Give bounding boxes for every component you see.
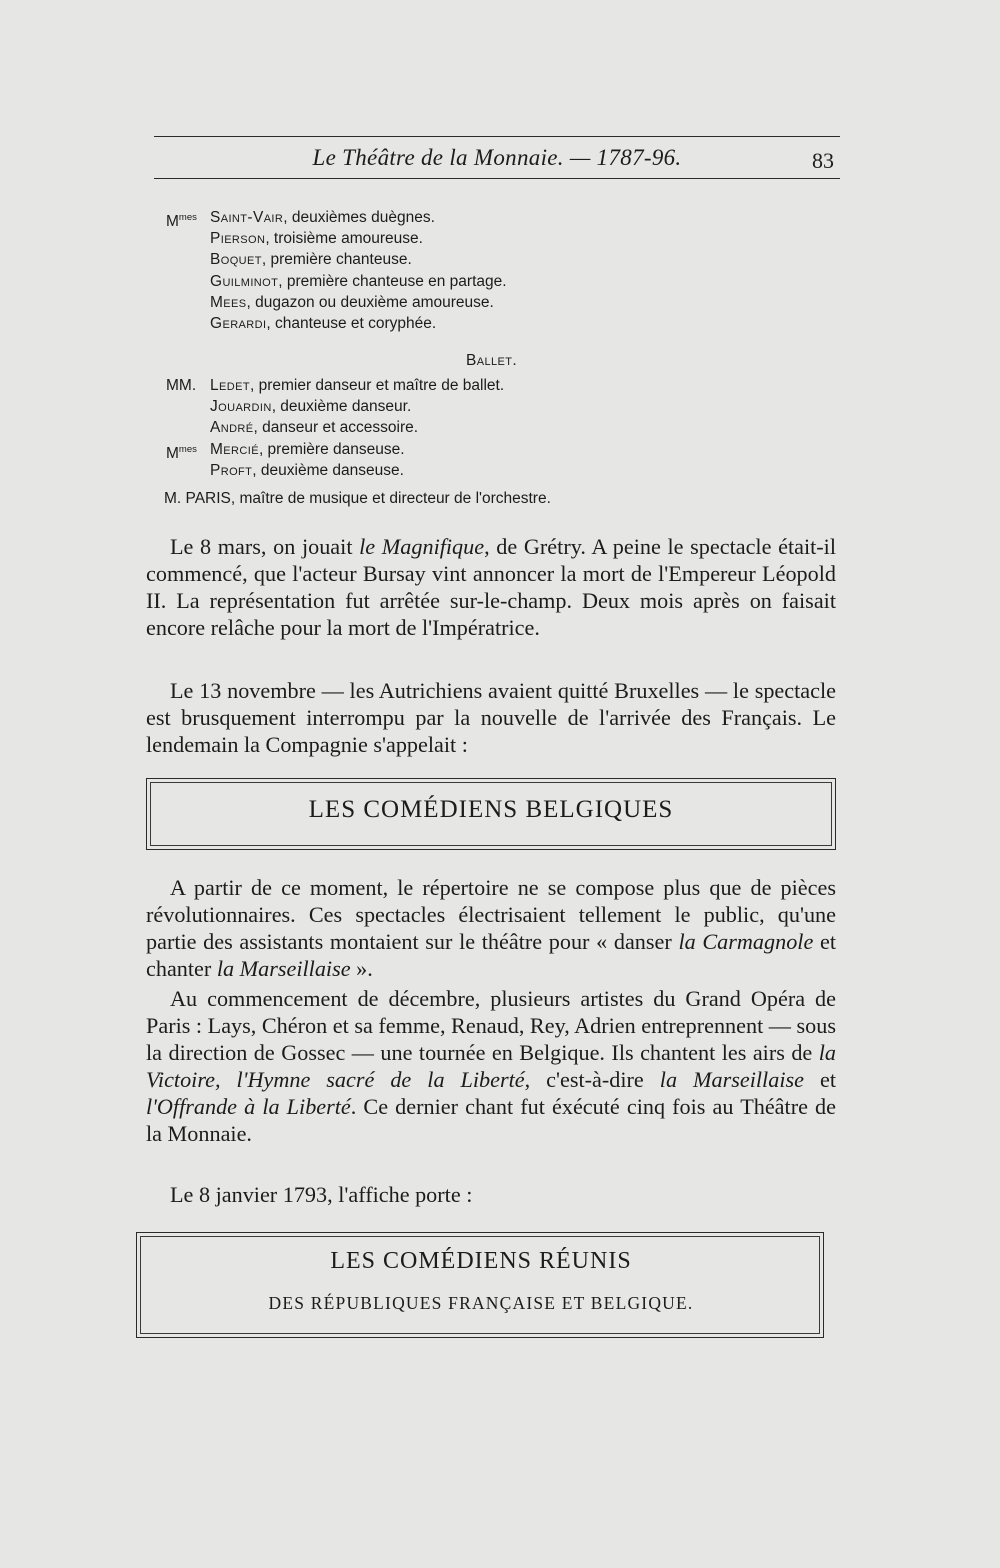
cast-group-dancers: [210, 439, 405, 481]
paragraph-repertoire: A partir de ce moment, le répertoire ne se compose plus que de pièces révolutionnaires. Ces spectacles électrisaient tellement le public, qu'une partie des assistants montaient sur le théâtre pour « danser la Carmagnole et chanter la Marseillaise ».: [146, 875, 837, 981]
cast-line: Guilminot, première chanteuse en partage.: [210, 272, 507, 290]
cast-line: Gerardi, chanteuse et coryphée.: [210, 315, 437, 333]
cast-line: Saint-Vair, deuxièmes duègnes.: [210, 209, 435, 226]
notice-box-belgiques-text: LES COMÉDIENS BELGIQUES: [308, 796, 674, 823]
mmes-prefix-1: $M^{mes}$: [166, 212, 197, 230]
page-number: 83: [812, 148, 834, 173]
paragraph-janvier: Le 8 janvier 1793, l'affiche porte :: [170, 1182, 473, 1207]
paragraph-decembre: Au commencement de décembre, plusieurs artistes du Grand Opéra de Paris : Lays, Chéron et sa femme, Renaud, Rey, Adrien entreprennent — sous la direction de Gossec — une tournée en Belgique. Ils chantent les airs de la Victoire, l'Hymne sacré de la Liberté, c'est-à-dire la Marseillaise et l'Offrande à la Liberté. Ce dernier chant fut éxécuté cinq fois au Théâtre de la Monnaie.: [146, 986, 836, 1146]
mm-prefix: MM.: [166, 377, 197, 394]
header-rule-top: [154, 136, 840, 137]
cast-group-men: [210, 375, 504, 439]
paragraph-leopold: Le 8 mars, on jouait le Magnifique, de Grétry. A peine le spectacle était-il commencé, que l'acteur Bursay vint annoncer la mort de l'Empereur Léopold II. La représentation fut arrêtée sur-le-champ. Deux mois après on faisait encore relâche pour la mort de l'Impératrice.: [146, 534, 836, 640]
header-rule-bottom: [154, 178, 840, 179]
ballet-heading: Ballet.: [466, 352, 518, 369]
cast-line-conductor: M. PARIS, maître de musique et directeur de l'orchestre.: [164, 490, 551, 507]
cast-line: Boquet, première chanteuse.: [210, 251, 412, 269]
cast-line: Pierson, troisième amoureuse.: [210, 230, 423, 248]
mmes-prefix-2: $M^{mes}$: [166, 444, 197, 462]
cast-line: Ledet, premier danseur et maître de ballet.: [210, 377, 505, 394]
notice-box-reunis-title: LES COMÉDIENS RÉUNIS: [330, 1248, 632, 1274]
cast-line: André, danseur et accessoire.: [210, 419, 419, 437]
cast-line: Proft, deuxième danseuse.: [210, 462, 404, 480]
running-head-title: Le Théâtre de la Monnaie. — 1787-96.: [312, 145, 682, 170]
notice-box-reunis-subtitle: DES RÉPUBLIQUES FRANÇAISE ET BELGIQUE.: [268, 1293, 694, 1313]
paragraph-novembre: Le 13 novembre — les Autrichiens avaient quitté Bruxelles — le spectacle est brusquement interrompu par la nouvelle de l'arrivée des Français. Le lendemain la Compagnie s'appelait :: [146, 678, 836, 757]
cast-line: Mercié, première danseuse.: [210, 441, 405, 458]
cast-line: Mees, dugazon ou deuxième amoureuse.: [210, 293, 494, 311]
cast-group-women: [210, 207, 507, 334]
cast-line: Jouardin, deuxième danseur.: [210, 398, 412, 416]
